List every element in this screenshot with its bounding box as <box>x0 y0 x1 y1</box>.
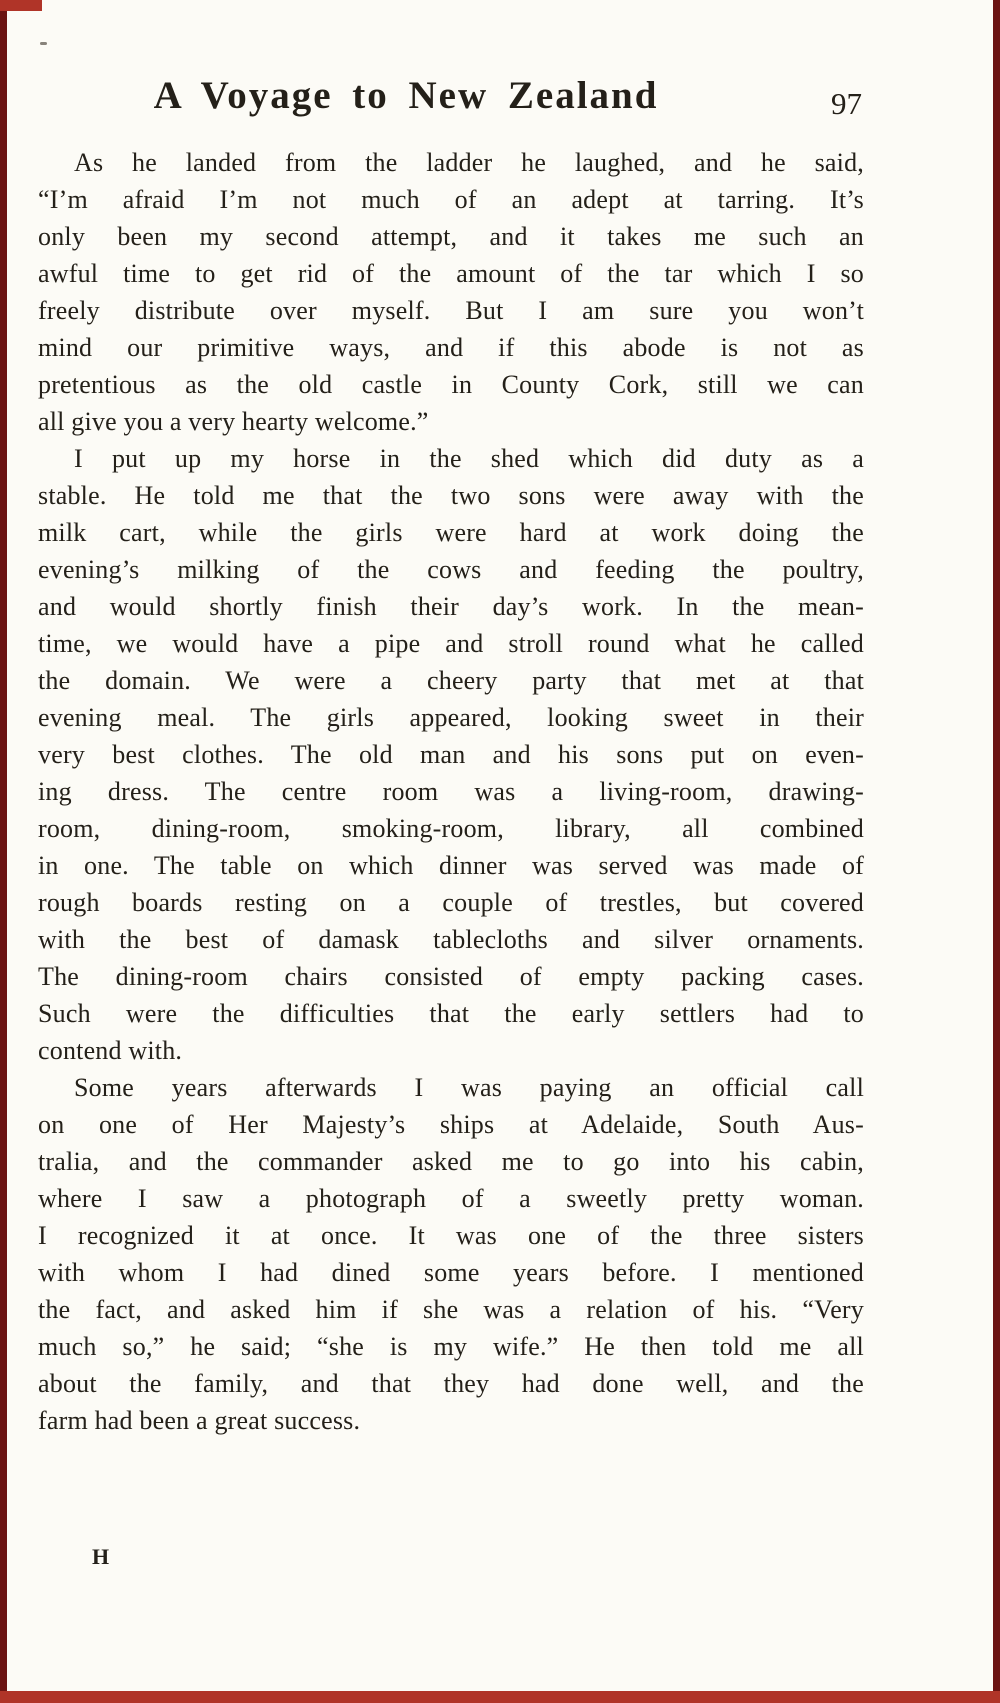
text-line: room, dining-room, smoking-room, library, all combined <box>38 814 864 843</box>
text-line: rough boards resting on a couple of trestles, but covered <box>38 888 864 917</box>
paragraph-2 <box>38 440 864 1069</box>
text-line: farm had been a great success. <box>38 1406 361 1435</box>
text-line: contend with. <box>38 1036 183 1065</box>
text-line: mind our primitive ways, and if this abode is not as <box>38 333 864 362</box>
text-line: ing dress. The centre room was a living-room, drawing- <box>38 777 864 806</box>
text-line: tralia, and the commander asked me to go into his cabin, <box>38 1147 864 1176</box>
text-line: in one. The table on which dinner was served was made of <box>38 851 864 880</box>
text-line: As he landed from the ladder he laughed, and he said, <box>74 148 864 177</box>
text-line: The dining-room chairs consisted of empty packing cases. <box>38 962 864 991</box>
page-header <box>38 72 864 124</box>
text-line: on one of Her Majesty’s ships at Adelaide, South Aus- <box>38 1110 864 1139</box>
text-line: and would shortly finish their day’s work. In the mean- <box>38 592 864 621</box>
text-line: freely distribute over myself. But I am sure you won’t <box>38 296 864 325</box>
text-line: much so,” he said; “she is my wife.” He then told me all <box>38 1332 864 1361</box>
paragraph-3 <box>38 1069 864 1439</box>
text-line: “I’m afraid I’m not much of an adept at tarring. It’s <box>38 185 864 214</box>
text-line: I recognized it at once. It was one of the three sisters <box>38 1221 864 1250</box>
text-line: Such were the difficulties that the early settlers had to <box>38 999 864 1028</box>
signature-mark: H <box>92 1544 111 1569</box>
scan-artifact <box>40 42 47 45</box>
text-line: I put up my horse in the shed which did duty as a <box>74 444 864 473</box>
text-line: the domain. We were a cheery party that met at that <box>38 666 864 695</box>
text-line: the fact, and asked him if she was a relation of his. “Very <box>38 1295 864 1324</box>
text-line: all give you a very hearty welcome.” <box>38 407 429 436</box>
text-line: where I saw a photograph of a sweetly pretty woman. <box>38 1184 864 1213</box>
scan-edge-right <box>993 0 1000 1703</box>
text-line: very best clothes. The old man and his sons put on even- <box>38 740 864 769</box>
text-line: about the family, and that they had done well, and the <box>38 1369 864 1398</box>
text-line: only been my second attempt, and it takes me such an <box>38 222 864 251</box>
page-title: A Voyage to New Zealand <box>153 74 659 117</box>
text-line: evening’s milking of the cows and feeding the poultry, <box>38 555 864 584</box>
text-line: awful time to get rid of the amount of the tar which I so <box>38 259 864 288</box>
text-line: with the best of damask tablecloths and silver ornaments. <box>38 925 864 954</box>
page-content <box>38 72 864 1439</box>
text-line: evening meal. The girls appeared, looking sweet in their <box>38 703 864 732</box>
scan-edge-left <box>0 0 7 1703</box>
scan-edge-bottom <box>0 1691 1000 1703</box>
text-line: time, we would have a pipe and stroll round what he called <box>38 629 864 658</box>
paragraph-1 <box>38 144 864 440</box>
scan-edge-top-left <box>0 0 42 11</box>
page-number: 97 <box>831 86 862 121</box>
text-line: pretentious as the old castle in County Cork, still we can <box>38 370 864 399</box>
text-line: milk cart, while the girls were hard at work doing the <box>38 518 864 547</box>
text-line: stable. He told me that the two sons were away with the <box>38 481 864 510</box>
text-line: Some years afterwards I was paying an official call <box>74 1073 864 1102</box>
text-line: with whom I had dined some years before. I mentioned <box>38 1258 864 1287</box>
